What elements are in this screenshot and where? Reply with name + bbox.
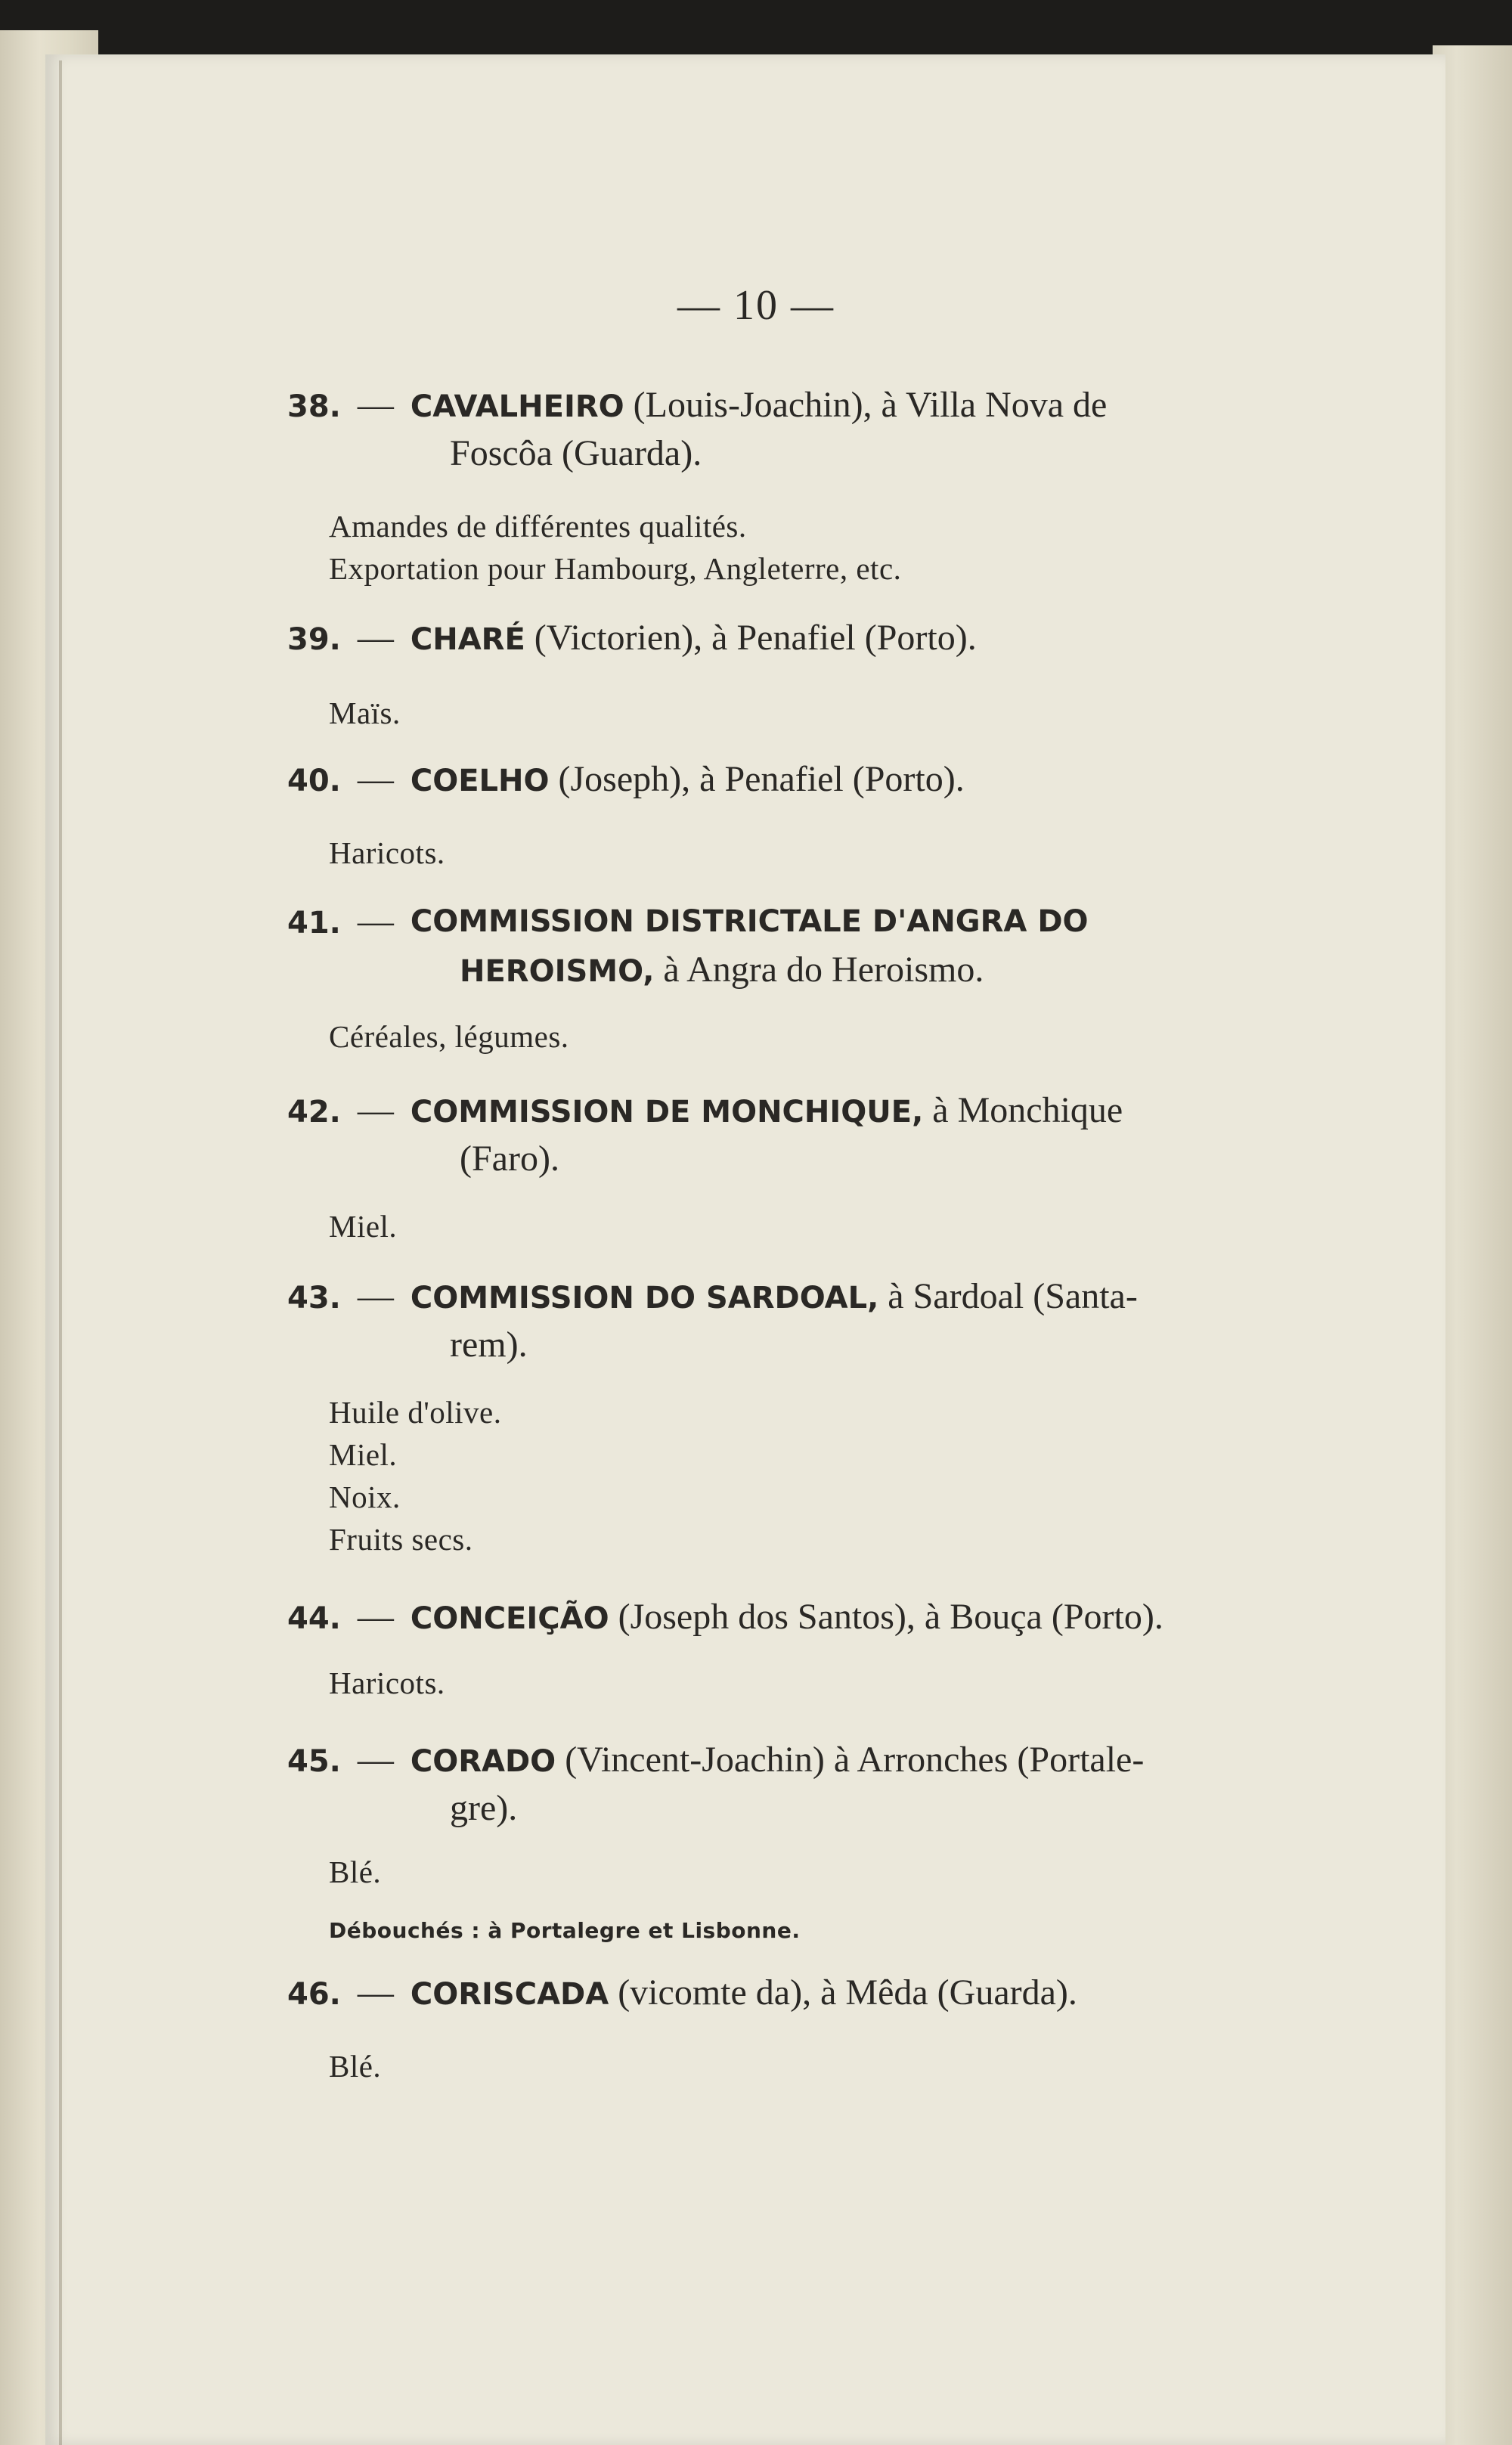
entry-location: (Vincent-Joachin) à Arronches (Portale-: [565, 1740, 1145, 1780]
entry-number: 46.: [287, 1977, 341, 2012]
entry-name: COELHO: [410, 764, 550, 798]
product-line: Maïs.: [329, 696, 401, 730]
entry-location-continued: rem).: [450, 1325, 528, 1365]
product-line: Miel.: [329, 1437, 398, 1472]
entry-name: COMMISSION DO SARDOAL,: [410, 1281, 879, 1315]
product-line: Exportation pour Hambourg, Angleterre, etc.: [329, 551, 902, 586]
entry-dash: —: [357, 385, 394, 425]
entry-location: (Victorien), à Penafiel (Porto).: [534, 618, 977, 658]
entry-dash: —: [357, 1972, 394, 2013]
entry-number: 39.: [287, 622, 341, 657]
entry-name: CORISCADA: [410, 1977, 609, 2012]
entry-location: (Louis-Joachin), à Villa Nova de: [633, 385, 1108, 425]
entry-number: 40.: [287, 764, 341, 798]
entry-41: [287, 898, 1308, 995]
entry-45: [287, 1737, 1308, 1832]
page-number: — 10 —: [677, 282, 835, 329]
entry-42: [287, 1087, 1308, 1182]
product-line: Miel.: [329, 1209, 398, 1244]
entry-40-products: [329, 832, 445, 874]
entry-45-products: [329, 1851, 381, 1893]
entry-43-products: [329, 1391, 501, 1560]
entry-dash: —: [357, 1090, 394, 1130]
entry-name: COMMISSION DE MONCHIQUE,: [410, 1095, 924, 1130]
entry-location: à Angra do Heroismo.: [663, 950, 984, 990]
entry-name: CHARÉ: [410, 622, 525, 657]
entry-line: [287, 615, 1308, 663]
entry-line: [287, 756, 1308, 804]
entry-location: (Joseph), à Penafiel (Porto).: [558, 759, 965, 799]
entry-line: [287, 1594, 1308, 1642]
entry-line: [287, 1737, 1308, 1785]
entry-43: [287, 1273, 1308, 1368]
product-line: Blé.: [329, 2049, 382, 2084]
entry-line: [287, 898, 1308, 947]
entry-46-products: [329, 2045, 381, 2087]
entry-line: [287, 1969, 1308, 2018]
entry-name: CORADO: [410, 1744, 556, 1779]
entry-number: 45.: [287, 1744, 341, 1779]
product-line: Haricots.: [329, 835, 445, 870]
entry-name: COMMISSION DISTRICTALE D'ANGRA DO: [410, 904, 1089, 939]
entry-location-continued: Foscôa (Guarda).: [450, 433, 702, 473]
entry-number: 42.: [287, 1095, 341, 1130]
entry-line: [287, 382, 1308, 430]
entry-name-continued: HEROISMO,: [460, 954, 655, 989]
entry-dash: —: [357, 618, 394, 658]
entry-38-products: [329, 505, 901, 590]
entry-number: 38.: [287, 389, 341, 424]
entry-42-products: [329, 1205, 397, 1247]
entry-location: (Joseph dos Santos), à Bouça (Porto).: [618, 1597, 1163, 1637]
product-line: Noix.: [329, 1480, 401, 1514]
entry-number: 41.: [287, 906, 341, 941]
product-line: Huile d'olive.: [329, 1395, 502, 1430]
gutter-line: [59, 60, 62, 2445]
entry-dash: —: [357, 901, 394, 941]
product-line: Fruits secs.: [329, 1522, 473, 1557]
entry-location: (vicomte da), à Mêda (Guarda).: [618, 1972, 1077, 2013]
entry-44-products: [329, 1662, 445, 1704]
entry-41-products: [329, 1015, 569, 1058]
entry-line: [287, 1273, 1308, 1322]
entry-38: [287, 382, 1308, 477]
entry-number: 43.: [287, 1281, 341, 1315]
entry-dash: —: [357, 1597, 394, 1637]
entry-39-products: [329, 692, 401, 734]
entry-45-note: Débouchés : à Portalegre et Lisbonne.: [329, 1918, 801, 1943]
product-line: Blé.: [329, 1855, 382, 1889]
entry-dash: —: [357, 1276, 394, 1316]
entry-location-continued: (Faro).: [460, 1139, 559, 1179]
entry-dash: —: [357, 759, 394, 799]
entry-39: [287, 615, 1308, 663]
entry-44: [287, 1594, 1308, 1642]
entry-dash: —: [357, 1740, 394, 1780]
entry-number: 44.: [287, 1601, 341, 1636]
product-line: Céréales, légumes.: [329, 1019, 569, 1054]
entry-name: CONCEIÇÃO: [410, 1601, 609, 1636]
entry-40: [287, 756, 1308, 804]
entry-name: CAVALHEIRO: [410, 389, 624, 424]
entry-location: à Sardoal (Santa-: [888, 1276, 1138, 1316]
product-line: Amandes de différentes qualités.: [329, 509, 747, 544]
entry-line-2: [287, 947, 1308, 995]
product-line: Haricots.: [329, 1666, 445, 1700]
entry-location: à Monchique: [932, 1090, 1123, 1130]
entry-location-continued: gre).: [450, 1788, 518, 1828]
entry-46: [287, 1969, 1308, 2018]
entry-line: [287, 1087, 1308, 1136]
